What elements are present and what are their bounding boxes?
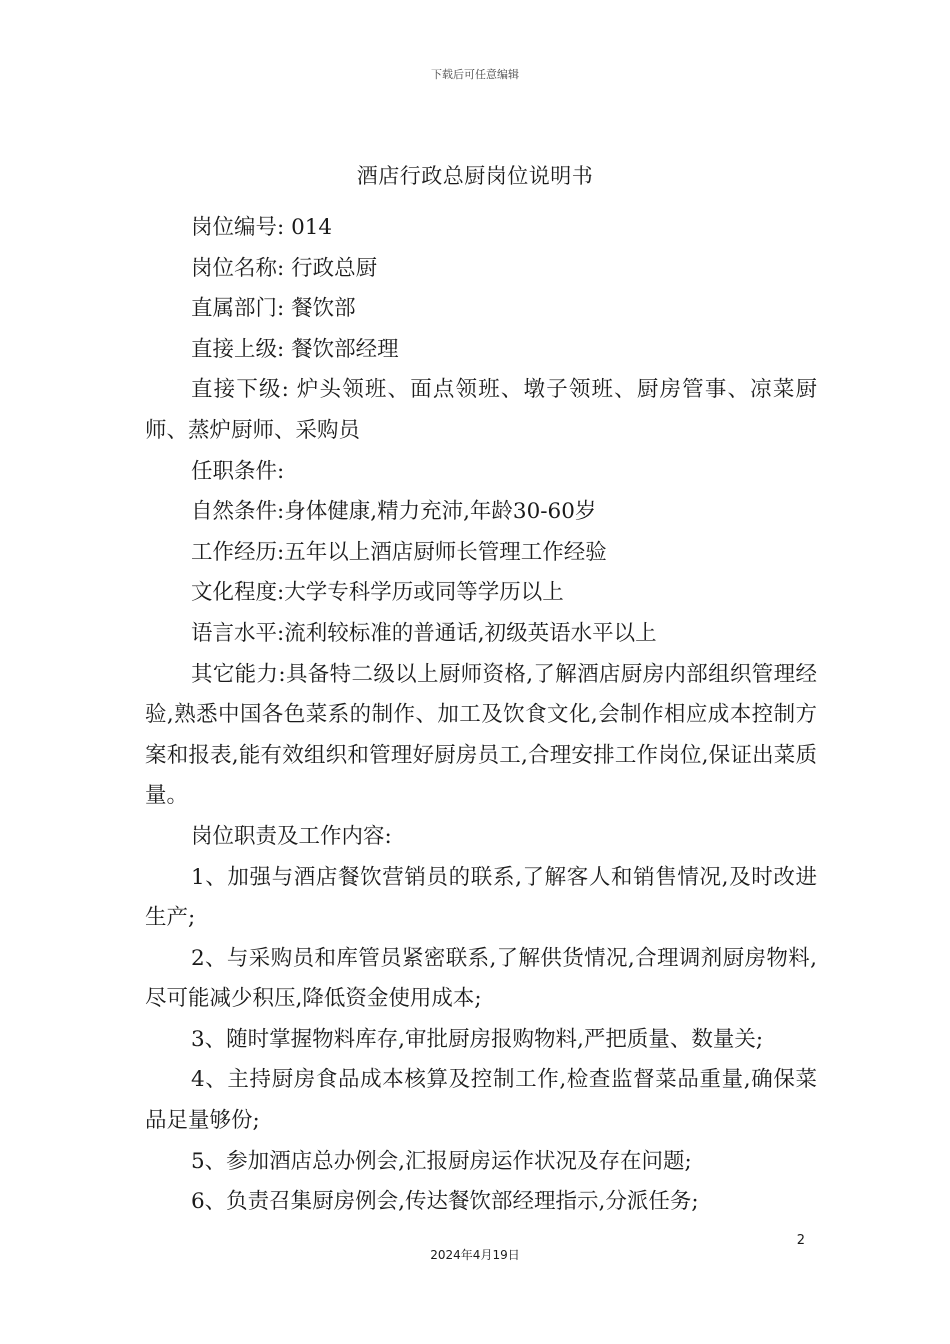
paragraph-position-name: 岗位名称: 行政总厨 [191,255,378,281]
paragraph-other-abilities: 其它能力:具备特二级以上厨师资格,了解酒店厨房内部组织管理经验,熟悉中国各色菜系的制作、加工及饮食文化,会制作相应成本控制方案和报表,能有效组织和管理好厨房员工,合理安排工作岗位,保证出菜质量。 [145,661,817,809]
paragraph-duty-3: 3、随时掌握物料库存,审批厨房报购物料,严把质量、数量关; [191,1026,764,1052]
paragraph-department: 直属部门: 餐饮部 [191,296,356,322]
paragraph-work-experience: 工作经历:五年以上酒店厨师长管理工作经验 [191,539,607,565]
paragraph-natural-conditions: 自然条件:身体健康,精力充沛,年龄30-60岁 [191,499,597,525]
paragraph-duty-2: 2、与采购员和库管员紧密联系,了解供货情况,合理调剂厨房物料,尽可能减少积压,降低资金使用成本; [145,945,817,1012]
paragraph-duty-4: 4、主持厨房食品成本核算及控制工作,检查监督菜品重量,确保菜品足量够份; [145,1067,817,1134]
header-note: 下载后可任意编辑 [431,68,519,81]
paragraph-direct-superior: 直接上级: 餐饮部经理 [191,336,399,362]
paragraph-duty-1: 1、加强与酒店餐饮营销员的联系,了解客人和销售情况,及时改进生产; [145,864,817,931]
paragraph-requirements-heading: 任职条件: [191,458,285,484]
document-body [145,208,817,1223]
paragraph-education: 文化程度:大学专科学历或同等学历以上 [191,580,564,606]
paragraph-duty-5: 5、参加酒店总办例会,汇报厨房运作状况及存在问题; [191,1148,692,1174]
paragraph-position-number: 岗位编号: 014 [191,215,333,240]
paragraph-duty-6: 6、负责召集厨房例会,传达餐饮部经理指示,分派任务; [191,1189,699,1215]
page-number: 2 [796,1233,805,1248]
paragraph-language: 语言水平:流利较标准的普通话,初级英语水平以上 [191,620,657,646]
paragraph-duties-heading: 岗位职责及工作内容: [191,823,392,849]
paragraph-direct-subordinates: 直接下级: 炉头领班、面点领班、墩子领班、厨房管事、凉菜厨师、蒸炉厨师、采购员 [145,377,817,443]
footer-date: 2024年4月19日 [430,1248,520,1262]
document-title: 酒店行政总厨岗位说明书 [356,164,594,188]
